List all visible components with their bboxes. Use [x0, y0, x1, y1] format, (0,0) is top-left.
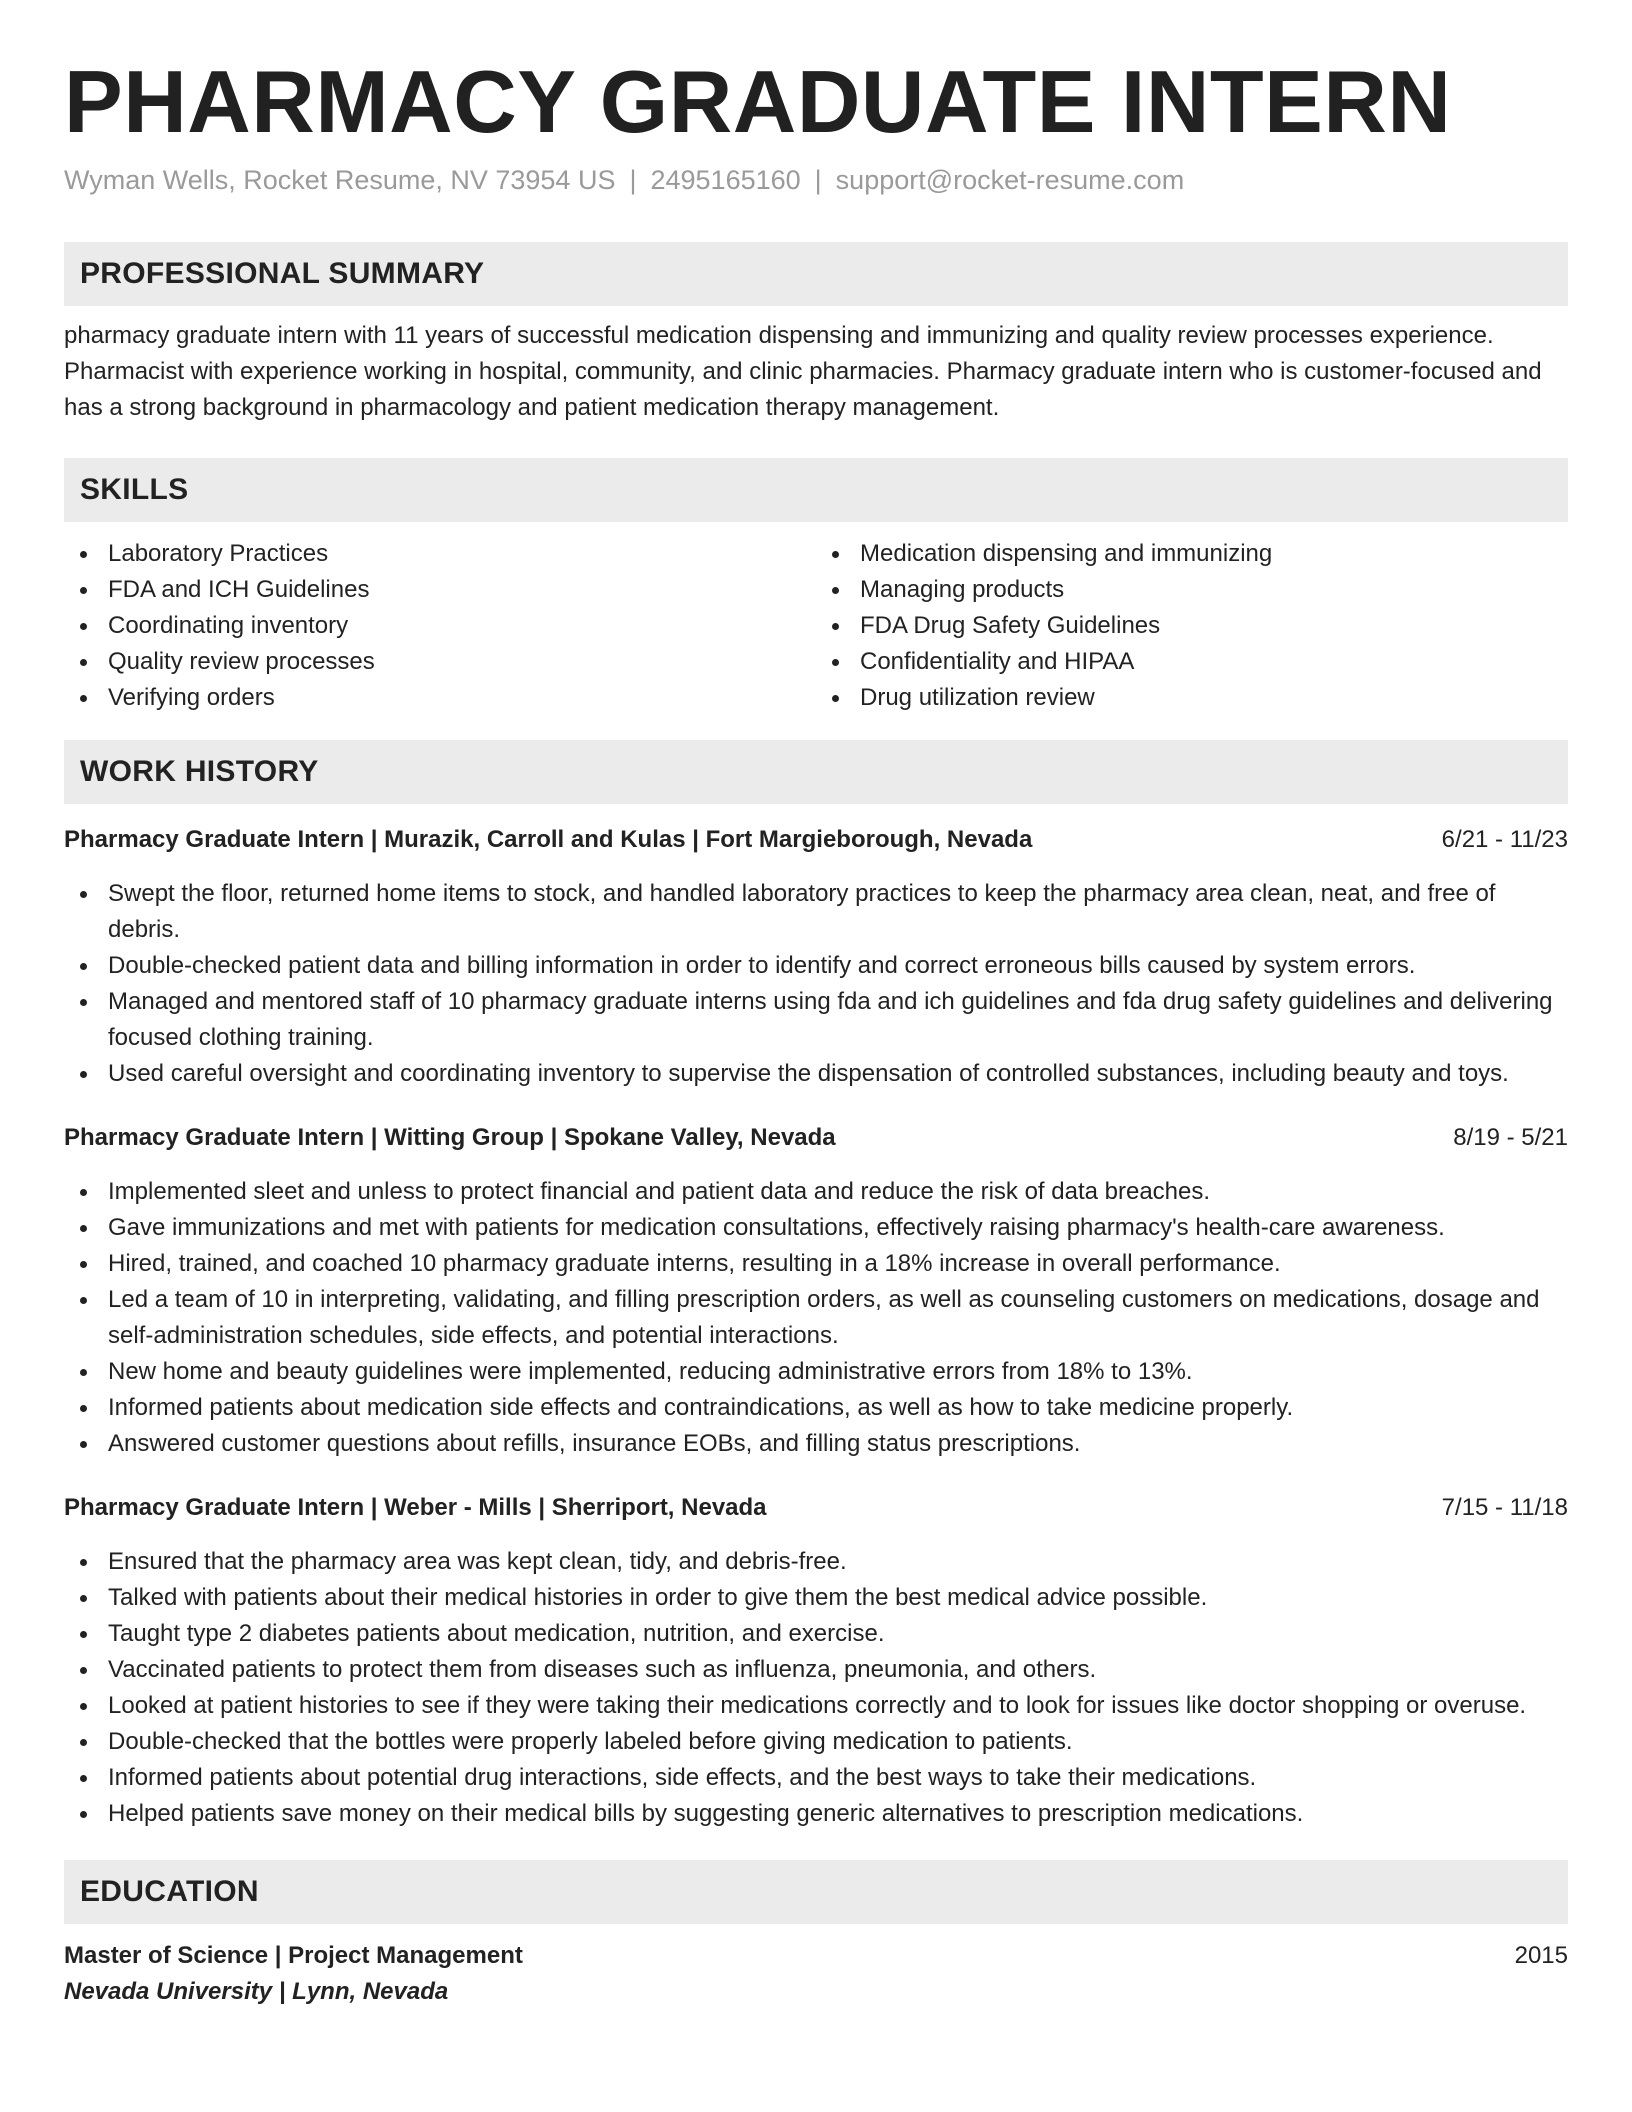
skill-item: FDA Drug Safety Guidelines: [816, 608, 1568, 644]
job-bullet: New home and beauty guidelines were implemented, reducing administrative errors from 18% to 13%.: [64, 1354, 1568, 1390]
skill-item: Drug utilization review: [816, 680, 1568, 716]
education-header: [64, 1938, 1568, 1974]
job-dates: 8/19 - 5/21: [1453, 1124, 1568, 1151]
job-bullet: Implemented sleet and unless to protect financial and patient data and reduce the risk of data breaches.: [64, 1174, 1568, 1210]
job-bullet: Managed and mentored staff of 10 pharmacy graduate interns using fda and ich guidelines and fda drug safety guidelines and delivering focused clothing training.: [64, 984, 1568, 1056]
job-title: Pharmacy Graduate Intern | Weber - Mills | Sherriport, Nevada: [64, 1494, 767, 1521]
skills-column-left: [64, 536, 816, 716]
job-header: [64, 1120, 1568, 1156]
job-bullet: Vaccinated patients to protect them from diseases such as influenza, pneumonia, and others.: [64, 1652, 1568, 1688]
job-bullet: Taught type 2 diabetes patients about medication, nutrition, and exercise.: [64, 1616, 1568, 1652]
skill-item: Confidentiality and HIPAA: [816, 644, 1568, 680]
job-dates: 7/15 - 11/18: [1441, 1494, 1568, 1521]
job-bullet: Led a team of 10 in interpreting, validating, and filling prescription orders, as well as counseling customers on medications, dosage and self-administration schedules, side effects, and potential interactions.: [64, 1282, 1568, 1354]
job-bullets: [64, 1544, 1568, 1832]
section-heading-education: EDUCATION: [64, 1860, 1568, 1924]
job-bullet: Talked with patients about their medical histories in order to give them the best medical advice possible.: [64, 1580, 1568, 1616]
skills-column-right: [816, 536, 1568, 716]
section-heading-summary: PROFESSIONAL SUMMARY: [64, 242, 1568, 306]
job-title: Pharmacy Graduate Intern | Witting Group | Spokane Valley, Nevada: [64, 1124, 836, 1151]
section-heading-skills: SKILLS: [64, 458, 1568, 522]
contact-separator: |: [814, 165, 822, 195]
job-entry: [64, 1490, 1568, 1832]
job-header: [64, 1490, 1568, 1526]
job-dates: 6/21 - 11/23: [1441, 826, 1568, 853]
skill-item: Managing products: [816, 572, 1568, 608]
job-bullet: Hired, trained, and coached 10 pharmacy graduate interns, resulting in a 18% increase in overall performance.: [64, 1246, 1568, 1282]
skills-list: [64, 536, 1568, 716]
job-bullet: Informed patients about potential drug interactions, side effects, and the best ways to take their medications.: [64, 1760, 1568, 1796]
job-bullet: Answered customer questions about refills, insurance EOBs, and filling status prescriptions.: [64, 1426, 1568, 1462]
job-bullets: [64, 876, 1568, 1092]
job-bullet: Helped patients save money on their medical bills by suggesting generic alternatives to prescription medications.: [64, 1796, 1568, 1832]
education-entry: [64, 1938, 1568, 2010]
section-heading-work-history: WORK HISTORY: [64, 740, 1568, 804]
skill-item: Coordinating inventory: [64, 608, 816, 644]
contact-address: Wyman Wells, Rocket Resume, NV 73954 US: [64, 165, 616, 195]
job-title: Pharmacy Graduate Intern | Murazik, Carroll and Kulas | Fort Margieborough, Nevada: [64, 826, 1033, 853]
job-entry: [64, 822, 1568, 1092]
job-bullet: Double-checked patient data and billing information in order to identify and correct erroneous bills caused by system errors.: [64, 948, 1568, 984]
job-bullet: Used careful oversight and coordinating inventory to supervise the dispensation of controlled substances, including beauty and toys.: [64, 1056, 1568, 1092]
contact-email: support@rocket-resume.com: [835, 165, 1185, 195]
contact-separator: |: [629, 165, 637, 195]
job-entry: [64, 1120, 1568, 1462]
contact-phone: 2495165160: [650, 165, 801, 195]
job-bullet: Double-checked that the bottles were properly labeled before giving medication to patients.: [64, 1724, 1568, 1760]
education-year: 2015: [1514, 1942, 1568, 1969]
skill-item: Quality review processes: [64, 644, 816, 680]
job-bullet: Ensured that the pharmacy area was kept clean, tidy, and debris-free.: [64, 1544, 1568, 1580]
summary-text: pharmacy graduate intern with 11 years of successful medication dispensing and immunizing and quality review processes experience. Pharmacist with experience working in hospital, community, and clinic pharmacies. Pharmacy graduate intern who is customer-focused and has a strong background in pharmacology and patient medication therapy management.: [64, 322, 1542, 421]
skill-item: FDA and ICH Guidelines: [64, 572, 816, 608]
contact-line: [64, 162, 1568, 198]
education-school: Nevada University | Lynn, Nevada: [64, 1978, 449, 2005]
education-degree: Master of Science | Project Management: [64, 1942, 523, 1969]
skill-item: Verifying orders: [64, 680, 816, 716]
job-bullet: Gave immunizations and met with patients for medication consultations, effectively raising pharmacy's health-care awareness.: [64, 1210, 1568, 1246]
job-bullets: [64, 1174, 1568, 1462]
candidate-title: PHARMACY GRADUATE INTERN: [64, 52, 1452, 151]
job-bullet: Swept the floor, returned home items to stock, and handled laboratory practices to keep the pharmacy area clean, neat, and free of debris.: [64, 876, 1568, 948]
skill-item: Laboratory Practices: [64, 536, 816, 572]
skill-item: Medication dispensing and immunizing: [816, 536, 1568, 572]
job-bullet: Looked at patient histories to see if they were taking their medications correctly and to look for issues like doctor shopping or overuse.: [64, 1688, 1568, 1724]
job-bullet: Informed patients about medication side effects and contraindications, as well as how to take medicine properly.: [64, 1390, 1568, 1426]
job-header: [64, 822, 1568, 858]
